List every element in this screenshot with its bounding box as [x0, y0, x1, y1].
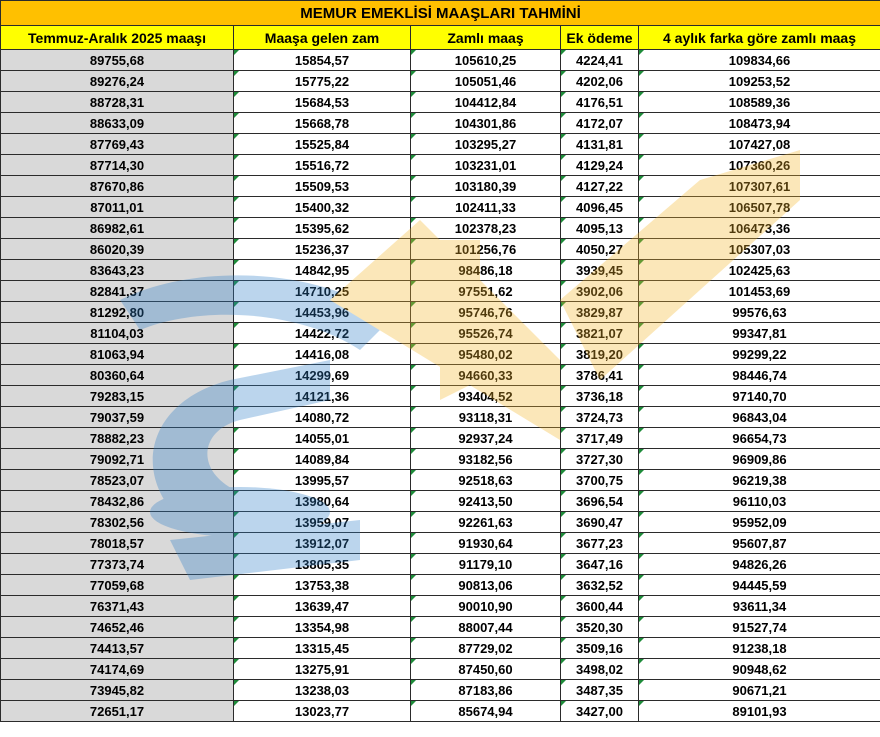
- cell-raised-salary: 87183,86: [411, 680, 561, 701]
- table-row: [1, 554, 880, 575]
- cell-extra-payment: 3632,52: [561, 575, 639, 596]
- cell-four-month-raised-salary: 90948,62: [639, 659, 880, 680]
- table-row: [1, 176, 880, 197]
- table-row: [1, 134, 880, 155]
- cell-extra-payment: 3700,75: [561, 470, 639, 491]
- cell-raise-amount: 14299,69: [234, 365, 411, 386]
- cell-four-month-raised-salary: 96843,04: [639, 407, 880, 428]
- cell-raised-salary: 95526,74: [411, 323, 561, 344]
- cell-raise-amount: 13023,77: [234, 701, 411, 722]
- cell-raised-salary: 92937,24: [411, 428, 561, 449]
- cell-july-december-salary: 74174,69: [1, 659, 234, 680]
- cell-raise-amount: 15236,37: [234, 239, 411, 260]
- table-row: [1, 575, 880, 596]
- cell-four-month-raised-salary: 107307,61: [639, 176, 880, 197]
- table-row: [1, 491, 880, 512]
- header-row: [1, 26, 880, 50]
- cell-raise-amount: 15516,72: [234, 155, 411, 176]
- cell-extra-payment: 3724,73: [561, 407, 639, 428]
- table-row: [1, 113, 880, 134]
- cell-july-december-salary: 78018,57: [1, 533, 234, 554]
- table-body: [1, 50, 880, 722]
- cell-extra-payment: 3696,54: [561, 491, 639, 512]
- cell-raised-salary: 91179,10: [411, 554, 561, 575]
- cell-july-december-salary: 88633,09: [1, 113, 234, 134]
- cell-four-month-raised-salary: 91238,18: [639, 638, 880, 659]
- cell-july-december-salary: 78302,56: [1, 512, 234, 533]
- cell-july-december-salary: 74413,57: [1, 638, 234, 659]
- cell-raised-salary: 105051,46: [411, 71, 561, 92]
- cell-extra-payment: 3600,44: [561, 596, 639, 617]
- cell-raise-amount: 13275,91: [234, 659, 411, 680]
- cell-raise-amount: 15400,32: [234, 197, 411, 218]
- cell-raise-amount: 13354,98: [234, 617, 411, 638]
- cell-extra-payment: 3819,20: [561, 344, 639, 365]
- table-row: [1, 428, 880, 449]
- table-row: [1, 71, 880, 92]
- table-row: [1, 617, 880, 638]
- cell-raised-salary: 85674,94: [411, 701, 561, 722]
- table-row: [1, 512, 880, 533]
- cell-extra-payment: 4176,51: [561, 92, 639, 113]
- cell-extra-payment: 3829,87: [561, 302, 639, 323]
- cell-raised-salary: 93404,52: [411, 386, 561, 407]
- cell-extra-payment: 3727,30: [561, 449, 639, 470]
- cell-raise-amount: 14121,36: [234, 386, 411, 407]
- cell-raise-amount: 14453,96: [234, 302, 411, 323]
- cell-raised-salary: 104301,86: [411, 113, 561, 134]
- cell-raise-amount: 15684,53: [234, 92, 411, 113]
- cell-extra-payment: 4095,13: [561, 218, 639, 239]
- cell-raised-salary: 92413,50: [411, 491, 561, 512]
- table-row: [1, 344, 880, 365]
- cell-raised-salary: 105610,25: [411, 50, 561, 71]
- cell-raised-salary: 98486,18: [411, 260, 561, 281]
- cell-extra-payment: 3902,06: [561, 281, 639, 302]
- table-row: [1, 302, 880, 323]
- cell-july-december-salary: 81104,03: [1, 323, 234, 344]
- cell-extra-payment: 3717,49: [561, 428, 639, 449]
- cell-july-december-salary: 86982,61: [1, 218, 234, 239]
- cell-raise-amount: 13805,35: [234, 554, 411, 575]
- cell-july-december-salary: 78882,23: [1, 428, 234, 449]
- table-row: [1, 197, 880, 218]
- cell-extra-payment: 3690,47: [561, 512, 639, 533]
- table-row: [1, 260, 880, 281]
- cell-extra-payment: 3520,30: [561, 617, 639, 638]
- table-row: [1, 638, 880, 659]
- cell-four-month-raised-salary: 99576,63: [639, 302, 880, 323]
- table-row: [1, 701, 880, 722]
- cell-raise-amount: 14416,08: [234, 344, 411, 365]
- table-row: [1, 449, 880, 470]
- title-row: [1, 1, 880, 26]
- cell-four-month-raised-salary: 97140,70: [639, 386, 880, 407]
- cell-four-month-raised-salary: 96909,86: [639, 449, 880, 470]
- cell-raised-salary: 87729,02: [411, 638, 561, 659]
- cell-raised-salary: 103231,01: [411, 155, 561, 176]
- table-row: [1, 323, 880, 344]
- cell-july-december-salary: 86020,39: [1, 239, 234, 260]
- cell-july-december-salary: 79037,59: [1, 407, 234, 428]
- column-header-raise-amount: Maaşa gelen zam: [234, 26, 411, 50]
- table-row: [1, 659, 880, 680]
- column-header-four-month-raised-salary: 4 aylık farka göre zamlı maaş: [639, 26, 880, 50]
- cell-raised-salary: 93182,56: [411, 449, 561, 470]
- cell-july-december-salary: 77059,68: [1, 575, 234, 596]
- table-row: [1, 365, 880, 386]
- cell-four-month-raised-salary: 95607,87: [639, 533, 880, 554]
- cell-extra-payment: 3677,23: [561, 533, 639, 554]
- cell-extra-payment: 3498,02: [561, 659, 639, 680]
- cell-july-december-salary: 81063,94: [1, 344, 234, 365]
- table-row: [1, 239, 880, 260]
- cell-extra-payment: 3821,07: [561, 323, 639, 344]
- cell-raised-salary: 95480,02: [411, 344, 561, 365]
- cell-four-month-raised-salary: 98446,74: [639, 365, 880, 386]
- table-title: MEMUR EMEKLİSİ MAAŞLARI TAHMİNİ: [1, 1, 880, 26]
- cell-four-month-raised-salary: 108589,36: [639, 92, 880, 113]
- cell-raised-salary: 104412,84: [411, 92, 561, 113]
- cell-july-december-salary: 74652,46: [1, 617, 234, 638]
- cell-four-month-raised-salary: 94445,59: [639, 575, 880, 596]
- cell-july-december-salary: 80360,64: [1, 365, 234, 386]
- cell-extra-payment: 4131,81: [561, 134, 639, 155]
- cell-raise-amount: 13639,47: [234, 596, 411, 617]
- cell-raise-amount: 15509,53: [234, 176, 411, 197]
- cell-raise-amount: 13980,64: [234, 491, 411, 512]
- cell-raise-amount: 15854,57: [234, 50, 411, 71]
- cell-four-month-raised-salary: 95952,09: [639, 512, 880, 533]
- cell-raise-amount: 14710,25: [234, 281, 411, 302]
- table-row: [1, 680, 880, 701]
- cell-extra-payment: 3427,00: [561, 701, 639, 722]
- cell-extra-payment: 3786,41: [561, 365, 639, 386]
- cell-raise-amount: 13238,03: [234, 680, 411, 701]
- cell-raise-amount: 15668,78: [234, 113, 411, 134]
- cell-raised-salary: 95746,76: [411, 302, 561, 323]
- cell-july-december-salary: 77373,74: [1, 554, 234, 575]
- table-row: [1, 155, 880, 176]
- cell-raise-amount: 14055,01: [234, 428, 411, 449]
- cell-four-month-raised-salary: 102425,63: [639, 260, 880, 281]
- column-header-raised-salary: Zamlı maaş: [411, 26, 561, 50]
- cell-raise-amount: 15525,84: [234, 134, 411, 155]
- cell-july-december-salary: 87769,43: [1, 134, 234, 155]
- cell-four-month-raised-salary: 107427,08: [639, 134, 880, 155]
- cell-july-december-salary: 89755,68: [1, 50, 234, 71]
- cell-raised-salary: 92261,63: [411, 512, 561, 533]
- cell-extra-payment: 4172,07: [561, 113, 639, 134]
- cell-raise-amount: 14089,84: [234, 449, 411, 470]
- cell-four-month-raised-salary: 91527,74: [639, 617, 880, 638]
- cell-raise-amount: 15395,62: [234, 218, 411, 239]
- cell-raised-salary: 102411,33: [411, 197, 561, 218]
- column-header-july-december-salary: Temmuz-Aralık 2025 maaşı: [1, 26, 234, 50]
- cell-four-month-raised-salary: 105307,03: [639, 239, 880, 260]
- cell-raise-amount: 14422,72: [234, 323, 411, 344]
- cell-july-december-salary: 78432,86: [1, 491, 234, 512]
- table-row: [1, 386, 880, 407]
- cell-raised-salary: 103180,39: [411, 176, 561, 197]
- cell-july-december-salary: 79092,71: [1, 449, 234, 470]
- cell-extra-payment: 3736,18: [561, 386, 639, 407]
- cell-four-month-raised-salary: 101453,69: [639, 281, 880, 302]
- cell-raised-salary: 97551,62: [411, 281, 561, 302]
- table-row: [1, 218, 880, 239]
- cell-july-december-salary: 83643,23: [1, 260, 234, 281]
- cell-raised-salary: 101256,76: [411, 239, 561, 260]
- cell-july-december-salary: 72651,17: [1, 701, 234, 722]
- cell-four-month-raised-salary: 109253,52: [639, 71, 880, 92]
- cell-raised-salary: 88007,44: [411, 617, 561, 638]
- cell-july-december-salary: 73945,82: [1, 680, 234, 701]
- cell-raised-salary: 87450,60: [411, 659, 561, 680]
- cell-july-december-salary: 88728,31: [1, 92, 234, 113]
- cell-july-december-salary: 79283,15: [1, 386, 234, 407]
- cell-four-month-raised-salary: 108473,94: [639, 113, 880, 134]
- cell-raise-amount: 13959,07: [234, 512, 411, 533]
- cell-extra-payment: 4202,06: [561, 71, 639, 92]
- cell-four-month-raised-salary: 107360,26: [639, 155, 880, 176]
- cell-four-month-raised-salary: 99347,81: [639, 323, 880, 344]
- cell-july-december-salary: 89276,24: [1, 71, 234, 92]
- table-row: [1, 407, 880, 428]
- cell-extra-payment: 4129,24: [561, 155, 639, 176]
- cell-extra-payment: 4127,22: [561, 176, 639, 197]
- cell-raise-amount: 13753,38: [234, 575, 411, 596]
- cell-extra-payment: 3647,16: [561, 554, 639, 575]
- cell-raised-salary: 92518,63: [411, 470, 561, 491]
- cell-july-december-salary: 78523,07: [1, 470, 234, 491]
- cell-extra-payment: 4224,41: [561, 50, 639, 71]
- cell-raise-amount: 13995,57: [234, 470, 411, 491]
- cell-four-month-raised-salary: 93611,34: [639, 596, 880, 617]
- cell-four-month-raised-salary: 106507,78: [639, 197, 880, 218]
- cell-raised-salary: 93118,31: [411, 407, 561, 428]
- table-row: [1, 281, 880, 302]
- cell-july-december-salary: 81292,80: [1, 302, 234, 323]
- cell-july-december-salary: 87011,01: [1, 197, 234, 218]
- cell-four-month-raised-salary: 89101,93: [639, 701, 880, 722]
- cell-four-month-raised-salary: 109834,66: [639, 50, 880, 71]
- table-row: [1, 596, 880, 617]
- cell-raised-salary: 90010,90: [411, 596, 561, 617]
- cell-july-december-salary: 82841,37: [1, 281, 234, 302]
- cell-raise-amount: 14842,95: [234, 260, 411, 281]
- cell-extra-payment: 4050,27: [561, 239, 639, 260]
- cell-raised-salary: 90813,06: [411, 575, 561, 596]
- cell-extra-payment: 3487,35: [561, 680, 639, 701]
- table-row: [1, 92, 880, 113]
- cell-extra-payment: 3509,16: [561, 638, 639, 659]
- cell-raise-amount: 13315,45: [234, 638, 411, 659]
- cell-four-month-raised-salary: 96654,73: [639, 428, 880, 449]
- cell-raised-salary: 91930,64: [411, 533, 561, 554]
- cell-raised-salary: 103295,27: [411, 134, 561, 155]
- cell-four-month-raised-salary: 96219,38: [639, 470, 880, 491]
- table-row: [1, 470, 880, 491]
- cell-extra-payment: 4096,45: [561, 197, 639, 218]
- cell-july-december-salary: 87670,86: [1, 176, 234, 197]
- cell-raise-amount: 13912,07: [234, 533, 411, 554]
- table-row: [1, 50, 880, 71]
- cell-raise-amount: 14080,72: [234, 407, 411, 428]
- cell-raise-amount: 15775,22: [234, 71, 411, 92]
- cell-july-december-salary: 76371,43: [1, 596, 234, 617]
- cell-raised-salary: 102378,23: [411, 218, 561, 239]
- cell-four-month-raised-salary: 94826,26: [639, 554, 880, 575]
- cell-four-month-raised-salary: 106473,36: [639, 218, 880, 239]
- cell-four-month-raised-salary: 96110,03: [639, 491, 880, 512]
- cell-four-month-raised-salary: 90671,21: [639, 680, 880, 701]
- cell-raised-salary: 94660,33: [411, 365, 561, 386]
- cell-extra-payment: 3939,45: [561, 260, 639, 281]
- cell-july-december-salary: 87714,30: [1, 155, 234, 176]
- column-header-extra-payment: Ek ödeme: [561, 26, 639, 50]
- cell-four-month-raised-salary: 99299,22: [639, 344, 880, 365]
- table-row: [1, 533, 880, 554]
